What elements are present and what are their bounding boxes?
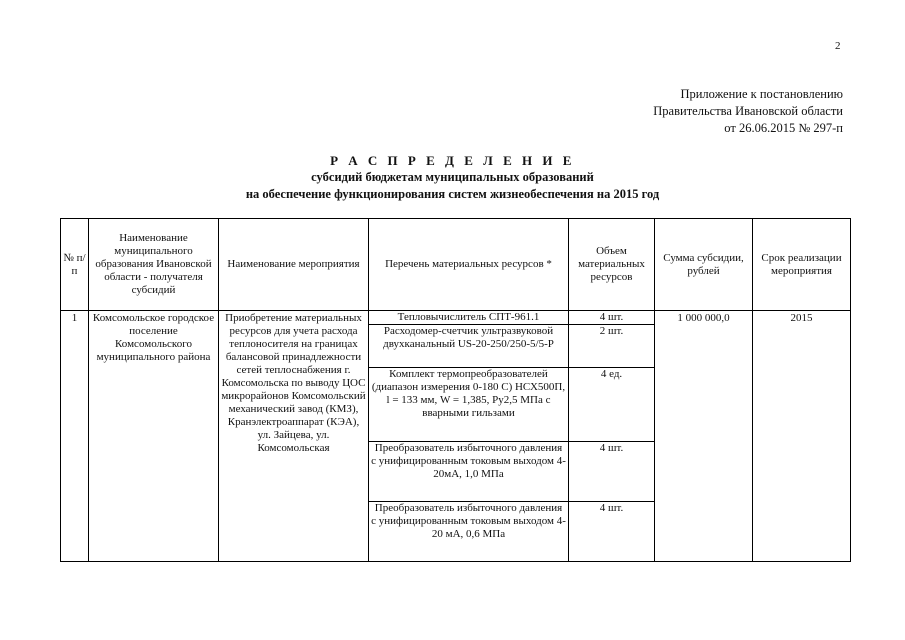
header-municipality: Наименование муниципального образования Ивановской области - получателя субсидий [89, 219, 219, 311]
heading-subtitle-2: на обеспечение функционирования систем жизнеобеспечения на 2015 год [245, 187, 660, 201]
header-resources: Перечень материальных ресурсов * [369, 219, 569, 311]
cell-municipality: Комсомольское городское поселение Комсомольского муниципального района [89, 311, 219, 562]
appendix-block [653, 86, 843, 137]
cell-resource: Тепловычислитель СПТ-961.1 [369, 311, 569, 325]
header-measure: Наименование мероприятия [219, 219, 369, 311]
cell-measure: Приобретение материальных ресурсов для учета расхода теплоносителя на границах балансовой принадлежности сетей теплоснабжения г. Комсомольска по выводу ЦОС микрорайонов Комсомольский механический завод (КМЗ), Кранэлектроаппарат (КЭА), ул. Зайцева, ул. Комсомольская [219, 311, 369, 562]
cell-num: 1 [61, 311, 89, 562]
cell-volume: 4 ед. [569, 368, 655, 442]
header-term: Срок реализации мероприятия [753, 219, 851, 311]
cell-volume: 4 шт. [569, 442, 655, 502]
heading-subtitle-1: субсидий бюджетам муниципальных образований [311, 170, 594, 184]
document-heading [0, 153, 905, 203]
cell-resource: Расходомер-счетчик ультразвуковой двухканальный US-20-250/250-5/5-Р [369, 325, 569, 368]
cell-resource: Преобразователь избыточного давления с унифицированным токовым выходом 4-20мА, 1,0 МПа [369, 442, 569, 502]
appendix-line-3: от 26.06.2015 № 297-п [724, 121, 843, 135]
cell-resource: Комплект термопреобразователей (диапазон измерения 0-180 С) НСХ500П, l = 133 мм, W = 1,385, Ру2,5 МПа с вварными гильзами [369, 368, 569, 442]
cell-volume: 4 шт. [569, 502, 655, 562]
cell-resource: Преобразователь избыточного давления с унифицированным токовым выходом 4-20 мА, 0,6 МПа [369, 502, 569, 562]
cell-volume: 2 шт. [569, 325, 655, 368]
cell-volume: 4 шт. [569, 311, 655, 325]
cell-term: 2015 [753, 311, 851, 562]
heading-title: Р А С П Р Е Д Е Л Е Н И Е [330, 153, 575, 168]
appendix-line-2: Правительства Ивановской области [653, 104, 843, 118]
appendix-line-1: Приложение к постановлению [680, 87, 843, 101]
page-number: 2 [835, 40, 841, 52]
table-row [61, 311, 851, 325]
header-num: № п/п [61, 219, 89, 311]
cell-amount: 1 000 000,0 [655, 311, 753, 562]
distribution-table [60, 218, 851, 562]
table-header-row [61, 219, 851, 311]
header-amount: Сумма субсидии, рублей [655, 219, 753, 311]
header-volume: Объем материальных ресурсов [569, 219, 655, 311]
